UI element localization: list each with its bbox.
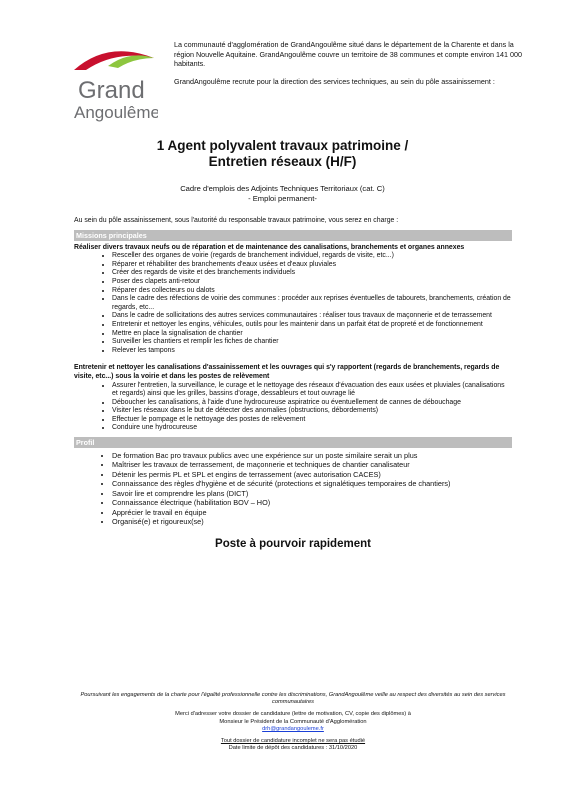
job-title-line-2: Entretien réseaux (H/F) (208, 154, 357, 169)
deadline-text: Date limite de dépôt des candidatures : 31/10/2020 (228, 745, 358, 752)
job-title (60, 138, 505, 170)
list-item: • Surveiller les chantiers et remplir les fiches de chantier (112, 338, 512, 347)
list-item: • Effectuer le pompage et le nettoyage des postes de relèvement (112, 416, 512, 425)
job-title-line-1: 1 Agent polyvalent travaux patrimoine / (156, 138, 409, 153)
application-instructions (74, 711, 512, 733)
grandangouleme-logo (68, 36, 158, 126)
list-item: • Savoir lire et comprendre les plans (DICT) (112, 489, 512, 498)
job-status: - Emploi permanent- (248, 194, 317, 203)
list-item: • Détenir les permis PL et SPL et engins de terrassement (avec autorisation CACES) (112, 470, 512, 479)
intro-text (174, 40, 522, 94)
urgent-notice: Poste à pourvoir rapidement (215, 538, 371, 551)
list-item: • Conduire une hydrocureuse (112, 424, 512, 433)
list-item: • Réparer des collecteurs ou dalots (112, 287, 512, 296)
deadline-block (74, 738, 512, 752)
list-item: • Connaissance électrique (habilitation BOV – HO) (112, 498, 512, 507)
list-item: • Entretenir et nettoyer les engins, véhicules, outils pour les maintenir dans un parfait état de propreté et de fonctionnement (112, 321, 512, 330)
list-item: • Dans le cadre des réfections de voirie des communes : procéder aux reprises éventuelles de tabourets, branchements, création de regards, etc... (112, 295, 512, 312)
list-item: • Relever les tampons (112, 347, 512, 356)
profil-heading: Profil (74, 437, 512, 448)
logo-word-grand: Grand (78, 77, 145, 104)
list-item: • Maîtriser les travaux de terrassement, de maçonnerie et techniques de chantier canalisateur (112, 460, 512, 469)
list-item: • Dans le cadre de sollicitations des autres services communautaires : réaliser tous travaux de maçonnerie et de terrassement (112, 312, 512, 321)
logo-word-angouleme: Angoulême (74, 103, 158, 122)
list-item: • Resceller des organes de voirie (regards de branchement individuel, regards de visite, etc...) (112, 252, 512, 261)
send-line-1: Merci d'adresser votre dossier de candidature (lettre de motivation, CV, copie des diplômes) à (175, 711, 411, 718)
missions-block2-title: Entretenir et nettoyer les canalisations d'assainissement et les ouvrages qui s'y rapportent (regards de branchements, regards de visite, etc...) sous la voirie et dans les postes de relèvement (74, 364, 500, 380)
list-item: • Organisé(e) et rigoureux(se) (112, 517, 512, 526)
missions-block1-list (74, 252, 512, 355)
list-item: • Réparer et réhabiliter des branchements d'eaux usées et d'eaux pluviales (112, 261, 512, 270)
list-item: • Assurer l'entretien, la surveillance, le curage et le nettoyage des réseaux d'évacuation des eaux usées et pluviales (canalisations et regards) ainsi que les grilles, bassins d'orage, dessableurs et tout ouvrage lié (112, 382, 512, 399)
list-item: • Visiter les réseaux dans le but de détecter des anomalies (obstructions, débordements) (112, 407, 512, 416)
list-item: • Déboucher les canalisations, à l'aide d'une hydrocureuse aspiratrice ou éventuellement de cannes de débouchage (112, 399, 512, 408)
missions-block1-title: Réaliser divers travaux neufs ou de réparation et de maintenance des canalisations, branchements et organes annexes (74, 243, 465, 251)
lead-text: Au sein du pôle assainissement, sous l'autorité du responsable travaux patrimoine, vous serez en charge : (74, 217, 399, 224)
email-link[interactable]: drh@grandangouleme.fr (262, 725, 324, 732)
profil-list (74, 451, 512, 526)
list-item: • Apprécier le travail en équipe (112, 508, 512, 517)
list-item: • Connaissance des règles d'hygiène et de sécurité (protections et signalétiques temporaires de chantiers) (112, 479, 512, 488)
job-body (74, 217, 512, 549)
list-item: • Créer des regards de visite et des branchements individuels (112, 269, 512, 278)
logo-swoosh-icon (68, 36, 158, 126)
equality-charter-text: Poursuivant les engagements de la charte pour l'égalité professionnelle contre les discriminations, GrandAngoulême veille au respect des diversités au sein des services communautaires (80, 692, 506, 706)
list-item: • De formation Bac pro travaux publics avec une expérience sur un poste similaire serait un plus (112, 451, 512, 460)
intro-paragraph-1: La communauté d'agglomération de GrandAngoulême situé dans le département de la Charente et dans la région Nouvelle Aquitaine. GrandAngoulême couvre un territoire de 38 communes et compte environ 141 000 habitants. (174, 40, 523, 69)
missions-heading: Missions principales (74, 230, 512, 241)
incomplete-warning: Tout dossier de candidature incomplet ne sera pas étudié (220, 738, 366, 745)
list-item: • Mettre en place la signalisation de chantier (112, 330, 512, 339)
list-item: • Poser des clapets anti-retour (112, 278, 512, 287)
job-grade: Cadre d'emplois des Adjoints Techniques Territoriaux (cat. C) (180, 184, 385, 193)
job-subtitle (60, 184, 505, 204)
send-line-2: Monsieur le Président de la Communauté d'Agglomération (219, 718, 367, 725)
missions-block2-list (74, 382, 512, 434)
footer (74, 692, 512, 757)
intro-paragraph-2: GrandAngoulême recrute pour la direction des services techniques, au sein du pôle assainissement : (174, 76, 495, 86)
